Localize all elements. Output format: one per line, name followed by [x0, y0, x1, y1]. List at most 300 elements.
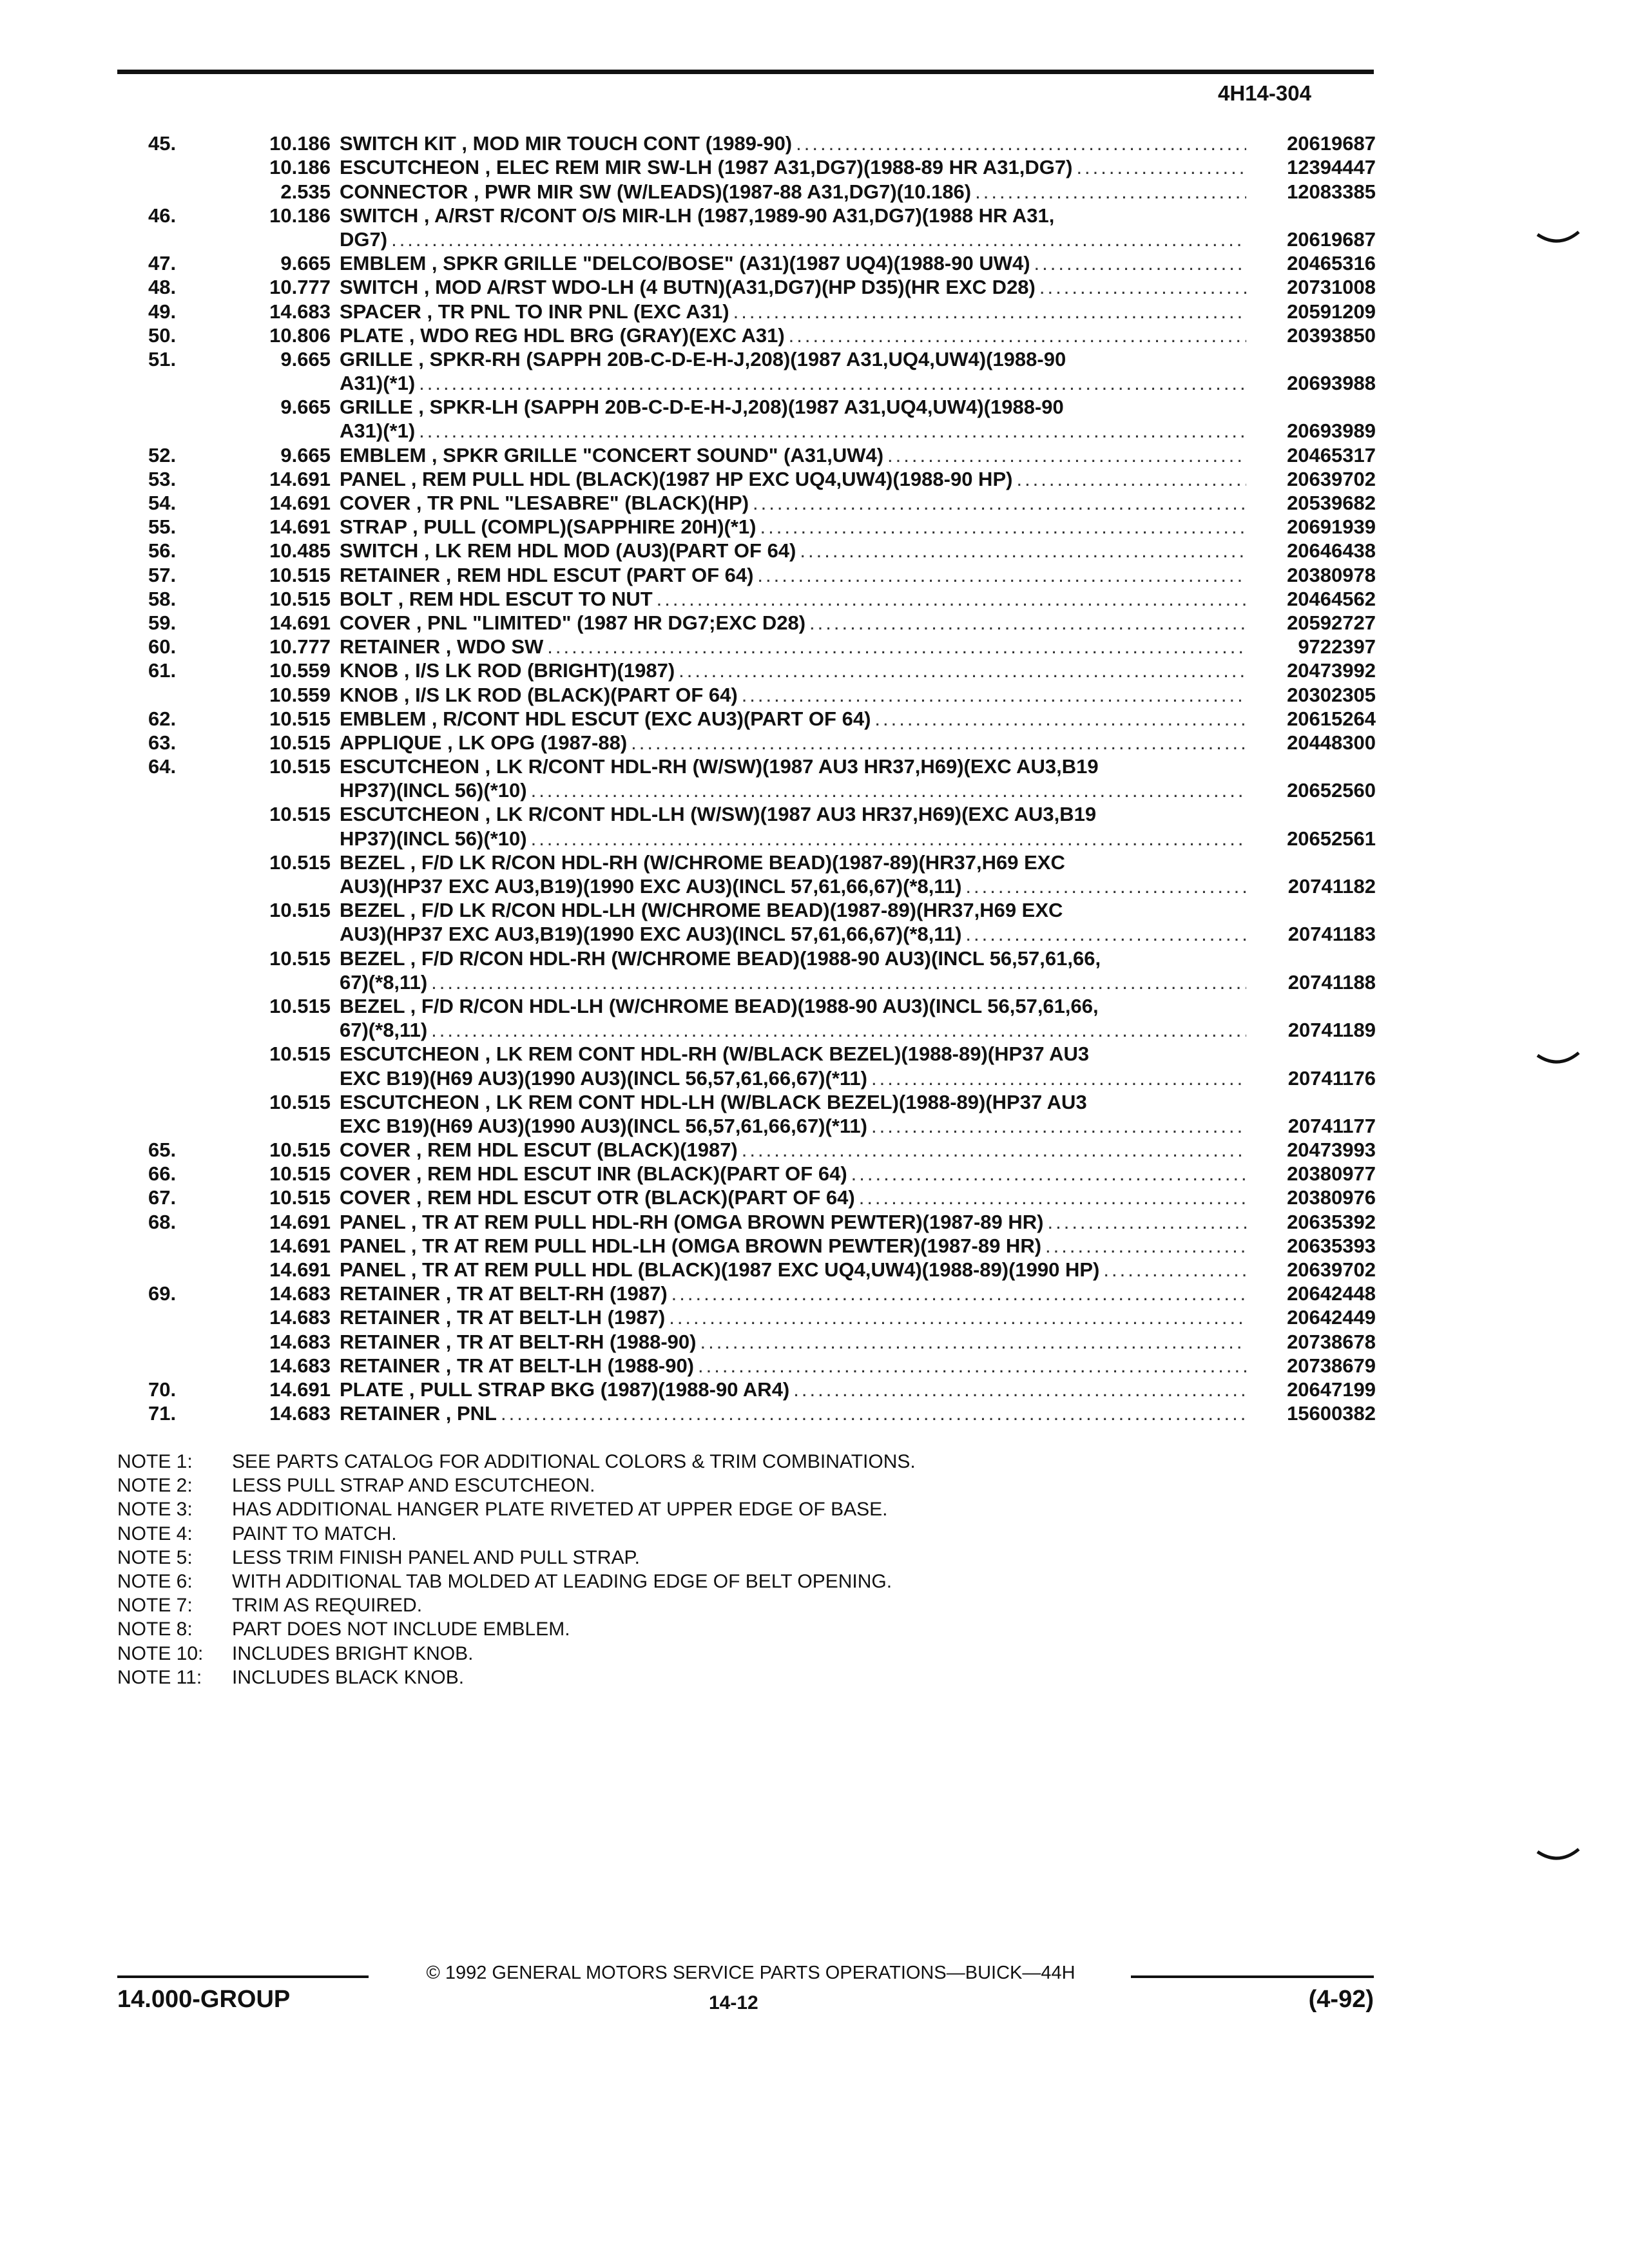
leader-dots	[700, 1330, 1246, 1354]
footer-rule-left	[117, 1975, 369, 1978]
part-description: BEZEL , F/D LK R/CON HDL-LH (W/CHROME BEAD)(1987-89)(HR37,H69 EXC	[340, 899, 1063, 922]
part-number: 20615264	[1287, 707, 1376, 730]
leader-dots	[789, 323, 1246, 347]
part-description: RETAINER , TR AT BELT-LH (1987)	[340, 1306, 666, 1329]
part-number: 20642448	[1287, 1282, 1376, 1305]
leader-dots	[431, 970, 1246, 994]
parts-row	[148, 1042, 1376, 1066]
part-number: 20635392	[1287, 1210, 1376, 1233]
part-number: 20464562	[1287, 587, 1376, 610]
part-description: ESCUTCHEON , LK R/CONT HDL-RH (W/SW)(1987 AU3 HR37,H69)(EXC AU3,B19	[340, 755, 1099, 778]
description-cell	[340, 1354, 1250, 1378]
item-number: 51.	[148, 347, 177, 370]
description-cell	[340, 778, 1250, 802]
group-number: 14.691	[269, 515, 331, 539]
part-description: GRILLE , SPKR-LH (SAPPH 20B-C-D-E-H-J,208)(1987 A31,UQ4,UW4)(1988-90	[340, 396, 1064, 419]
note-label: NOTE 8:	[117, 1619, 193, 1640]
group-number: 10.515	[269, 994, 331, 1017]
parts-row	[148, 611, 1376, 635]
parts-row	[148, 204, 1376, 227]
part-description: CONNECTOR , PWR MIR SW (W/LEADS)(1987-88 A31,DG7)(10.186)	[340, 180, 972, 203]
group-label: 14.000-GROUP	[117, 1986, 291, 2013]
page-number: 14-12	[709, 1992, 758, 2013]
item-number: 57.	[148, 563, 177, 586]
part-number: 20741183	[1287, 923, 1376, 946]
description-cell	[340, 1210, 1250, 1234]
description-cell	[340, 227, 1250, 251]
part-number: 20465317	[1287, 443, 1376, 466]
leader-dots	[851, 1162, 1246, 1186]
note-line	[117, 1570, 1342, 1593]
leader-dots	[871, 1114, 1246, 1138]
note-text: WITH ADDITIONAL TAB MOLDED AT LEADING EDGE OF BELT OPENING.	[232, 1570, 892, 1592]
parts-row	[148, 922, 1376, 946]
item-number: 52.	[148, 443, 177, 466]
item-number: 48.	[148, 276, 177, 299]
part-number: 20639702	[1287, 467, 1376, 490]
description-cell	[340, 1401, 1250, 1425]
note-line	[117, 1642, 1342, 1666]
note-text: TRIM AS REQUIRED.	[232, 1595, 423, 1617]
leader-dots	[800, 539, 1246, 562]
group-number: 10.515	[269, 707, 331, 730]
part-number: 20539682	[1287, 492, 1376, 514]
part-description: BEZEL , F/D LK R/CON HDL-RH (W/CHROME BEAD)(1987-89)(HR37,H69 EXC	[340, 850, 1065, 874]
part-description: GRILLE , SPKR-RH (SAPPH 20B-C-D-E-H-J,208)(1987 A31,UQ4,UW4)(1988-90	[340, 347, 1066, 370]
binder-mark-icon	[1536, 229, 1581, 249]
group-number: 10.559	[269, 683, 331, 706]
part-description: COVER , REM HDL ESCUT INR (BLACK)(PART OF 64)	[340, 1162, 847, 1186]
part-description: PANEL , TR AT REM PULL HDL (BLACK)(1987 EXC UQ4,UW4)(1988-89)(1990 HP)	[340, 1258, 1100, 1281]
part-number: 20693989	[1287, 419, 1376, 443]
leader-dots	[796, 131, 1246, 155]
part-description: PANEL , TR AT REM PULL HDL-RH (OMGA BROWN PEWTER)(1987-89 HR)	[340, 1210, 1044, 1233]
part-description: SWITCH KIT , MOD MIR TOUCH CONT (1989-90)	[340, 132, 793, 155]
leader-dots	[698, 1354, 1246, 1378]
description-cell	[340, 658, 1250, 682]
description-cell	[340, 563, 1250, 587]
item-number: 66.	[148, 1162, 177, 1186]
footer-rule-right	[1131, 1975, 1374, 1978]
part-description: COVER , REM HDL ESCUT (BLACK)(1987)	[340, 1139, 738, 1162]
binder-mark-icon	[1536, 1050, 1581, 1070]
part-number: 20591209	[1287, 300, 1376, 323]
parts-row	[148, 1234, 1376, 1258]
parts-row	[148, 946, 1376, 970]
part-description: KNOB , I/S LK ROD (BLACK)(PART OF 64)	[340, 683, 738, 706]
leader-dots	[679, 658, 1246, 682]
leader-dots	[1076, 155, 1246, 179]
leader-dots	[657, 587, 1246, 611]
group-number: 10.515	[269, 803, 331, 826]
description-cell	[340, 491, 1250, 515]
parts-row	[148, 1018, 1376, 1042]
part-description: DG7)	[340, 227, 388, 251]
part-description: KNOB , I/S LK ROD (BRIGHT)(1987)	[340, 659, 675, 682]
part-description: RETAINER , TR AT BELT-RH (1987)	[340, 1282, 668, 1305]
leader-dots	[669, 1305, 1246, 1329]
leader-dots	[965, 874, 1246, 898]
parts-row	[148, 1258, 1376, 1282]
part-number: 9722397	[1298, 635, 1376, 658]
description-cell	[340, 131, 1250, 155]
leader-dots	[793, 1378, 1246, 1401]
leader-dots	[671, 1282, 1246, 1305]
group-number: 10.515	[269, 947, 331, 970]
item-number: 53.	[148, 467, 177, 490]
part-description: EXC B19)(H69 AU3)(1990 AU3)(INCL 56,57,61,66,67)(*11)	[340, 1114, 867, 1137]
note-text: INCLUDES BLACK KNOB.	[232, 1666, 465, 1688]
part-description: RETAINER , TR AT BELT-LH (1988-90)	[340, 1354, 695, 1377]
part-description: 67)(*8,11)	[340, 1019, 428, 1042]
part-number: 20691939	[1287, 515, 1376, 539]
part-description: SWITCH , A/RST R/CONT O/S MIR-LH (1987,1989-90 A31,DG7)(1988 HR A31,	[340, 204, 1055, 227]
part-number: 20741177	[1287, 1114, 1376, 1137]
item-number: 65.	[148, 1139, 177, 1162]
group-number: 9.665	[280, 396, 331, 419]
parts-row	[148, 323, 1376, 347]
note-line	[117, 1666, 1342, 1689]
leader-dots	[1034, 251, 1246, 275]
parts-row	[148, 707, 1376, 731]
group-number: 10.515	[269, 850, 331, 874]
description-cell	[340, 1258, 1250, 1282]
part-description: COVER , REM HDL ESCUT OTR (BLACK)(PART OF 64)	[340, 1186, 855, 1209]
item-number: 58.	[148, 587, 177, 610]
group-number: 10.515	[269, 563, 331, 586]
group-number: 10.515	[269, 1043, 331, 1066]
description-cell	[340, 1305, 1250, 1329]
group-number: 10.515	[269, 1090, 331, 1113]
group-number: 14.683	[269, 300, 331, 323]
item-number: 62.	[148, 707, 177, 730]
description-cell	[340, 754, 1250, 778]
parts-row	[148, 155, 1376, 179]
description-cell	[340, 850, 1250, 874]
note-text: INCLUDES BRIGHT KNOB.	[232, 1642, 474, 1664]
parts-row	[148, 874, 1376, 898]
group-number: 10.485	[269, 539, 331, 562]
description-cell	[340, 1138, 1250, 1162]
part-number: 20473993	[1287, 1139, 1376, 1162]
part-description: 67)(*8,11)	[340, 970, 428, 994]
leader-dots	[1045, 1234, 1246, 1258]
description-cell	[340, 1042, 1250, 1066]
description-cell	[340, 611, 1250, 635]
group-number: 10.186	[269, 204, 331, 227]
description-cell	[340, 898, 1250, 922]
part-description: PANEL , REM PULL HDL (BLACK)(1987 HP EXC UQ4,UW4)(1988-90 HP)	[340, 467, 1013, 490]
group-number: 10.515	[269, 1162, 331, 1186]
leader-dots	[871, 1066, 1246, 1090]
leader-dots	[1047, 1210, 1246, 1234]
part-number: 20448300	[1287, 731, 1376, 754]
group-number: 9.665	[280, 443, 331, 466]
parts-row	[148, 419, 1376, 443]
part-number: 20380976	[1287, 1186, 1376, 1209]
item-number: 50.	[148, 323, 177, 347]
parts-row	[148, 1162, 1376, 1186]
description-cell	[340, 635, 1250, 658]
parts-row	[148, 299, 1376, 323]
description-cell	[340, 1114, 1250, 1138]
parts-row	[148, 754, 1376, 778]
group-number: 14.683	[269, 1330, 331, 1353]
part-description: RETAINER , REM HDL ESCUT (PART OF 64)	[340, 563, 754, 586]
description-cell	[340, 419, 1250, 443]
part-description: BEZEL , F/D R/CON HDL-LH (W/CHROME BEAD)(1988-90 AU3)(INCL 56,57,61,66,	[340, 994, 1099, 1017]
description-cell	[340, 1234, 1250, 1258]
leader-dots	[501, 1401, 1246, 1425]
description-cell	[340, 1090, 1250, 1114]
description-cell	[340, 515, 1250, 539]
group-number: 9.665	[280, 347, 331, 370]
parts-row	[148, 1378, 1376, 1401]
parts-row	[148, 491, 1376, 515]
item-number: 67.	[148, 1186, 177, 1209]
note-line	[117, 1617, 1342, 1641]
parts-row	[148, 802, 1376, 826]
part-number: 20652560	[1287, 779, 1376, 802]
note-label: NOTE 1:	[117, 1451, 193, 1472]
part-description: A31)(*1)	[340, 419, 416, 443]
description-cell	[340, 467, 1250, 491]
note-label: NOTE 4:	[117, 1523, 193, 1544]
part-number: 12394447	[1287, 156, 1376, 179]
part-description: RETAINER , TR AT BELT-RH (1988-90)	[340, 1330, 697, 1353]
group-number: 2.535	[280, 180, 331, 203]
description-cell	[340, 970, 1250, 994]
leader-dots	[874, 707, 1246, 731]
group-number: 10.515	[269, 731, 331, 754]
item-number: 64.	[148, 755, 177, 778]
part-number: 20380977	[1287, 1162, 1376, 1186]
description-cell	[340, 683, 1250, 707]
parts-row	[148, 515, 1376, 539]
description-cell	[340, 1162, 1250, 1186]
note-label: NOTE 10:	[117, 1642, 204, 1664]
leader-dots	[1039, 275, 1246, 299]
parts-row	[148, 682, 1376, 706]
group-number: 10.515	[269, 899, 331, 922]
parts-row	[148, 562, 1376, 586]
part-description: COVER , PNL "LIMITED" (1987 HR DG7;EXC D28)	[340, 611, 806, 634]
parts-row	[148, 1066, 1376, 1090]
part-description: BOLT , REM HDL ESCUT TO NUT	[340, 587, 653, 610]
group-number: 10.186	[269, 132, 331, 155]
part-description: SWITCH , LK REM HDL MOD (AU3)(PART OF 64)	[340, 539, 796, 562]
part-number: 20465316	[1287, 252, 1376, 275]
part-description: ESCUTCHEON , LK REM CONT HDL-RH (W/BLACK BEZEL)(1988-89)(HP37 AU3	[340, 1043, 1090, 1066]
part-number: 20393850	[1287, 323, 1376, 347]
leader-dots	[1103, 1258, 1246, 1282]
item-number: 69.	[148, 1282, 177, 1305]
part-description: COVER , TR PNL "LESABRE" (BLACK)(HP)	[340, 492, 749, 514]
note-label: NOTE 2:	[117, 1475, 193, 1497]
part-description: AU3)(HP37 EXC AU3,B19)(1990 EXC AU3)(INCL 57,61,66,67)(*8,11)	[340, 923, 962, 946]
parts-row	[148, 1329, 1376, 1353]
item-number: 46.	[148, 204, 177, 227]
leader-dots	[742, 1138, 1246, 1162]
item-number: 68.	[148, 1210, 177, 1233]
part-number: 20473992	[1287, 659, 1376, 682]
note-text: LESS TRIM FINISH PANEL AND PULL STRAP.	[232, 1546, 640, 1568]
group-number: 14.691	[269, 1258, 331, 1281]
leader-dots	[760, 515, 1246, 539]
description-cell	[340, 1378, 1250, 1401]
description-cell	[340, 1018, 1250, 1042]
group-number: 14.691	[269, 467, 331, 490]
parts-row	[148, 275, 1376, 299]
part-description: PLATE , PULL STRAP BKG (1987)(1988-90 AR4)	[340, 1378, 790, 1401]
copyright-line: © 1992 GENERAL MOTORS SERVICE PARTS OPERATIONS—BUICK—44H	[426, 1963, 1075, 1983]
part-number: 20380978	[1287, 563, 1376, 586]
binder-mark-icon	[1536, 1847, 1581, 1866]
note-label: NOTE 5:	[117, 1546, 193, 1568]
leader-dots	[547, 635, 1246, 658]
description-cell	[340, 371, 1250, 395]
description-cell	[340, 155, 1250, 179]
parts-list	[148, 131, 1376, 1425]
header-rule	[117, 70, 1374, 74]
group-number: 14.691	[269, 1234, 331, 1257]
note-line	[117, 1593, 1342, 1617]
group-number: 10.515	[269, 1186, 331, 1209]
note-line	[117, 1474, 1342, 1497]
group-number: 10.515	[269, 1139, 331, 1162]
part-number: 20738679	[1287, 1354, 1376, 1377]
note-label: NOTE 6:	[117, 1570, 193, 1592]
group-number: 14.683	[269, 1354, 331, 1377]
note-text: HAS ADDITIONAL HANGER PLATE RIVETED AT UPPER EDGE OF BASE.	[232, 1499, 888, 1521]
part-description: BEZEL , F/D R/CON HDL-RH (W/CHROME BEAD)(1988-90 AU3)(INCL 56,57,61,66,	[340, 947, 1101, 970]
leader-dots	[531, 827, 1246, 850]
part-description: EMBLEM , R/CONT HDL ESCUT (EXC AU3)(PART OF 64)	[340, 707, 871, 730]
description-cell	[340, 947, 1250, 970]
parts-row	[148, 587, 1376, 611]
group-number: 10.777	[269, 635, 331, 658]
parts-row	[148, 251, 1376, 275]
parts-row	[148, 1186, 1376, 1209]
leader-dots	[1016, 467, 1246, 491]
part-description: SPACER , TR PNL TO INR PNL (EXC A31)	[340, 300, 729, 323]
item-number: 45.	[148, 132, 177, 155]
page-code: 4H14-304	[1218, 81, 1311, 105]
part-number: 20619687	[1287, 227, 1376, 251]
leader-dots	[431, 1018, 1246, 1042]
part-number: 20741188	[1287, 970, 1376, 994]
part-description: AU3)(HP37 EXC AU3,B19)(1990 EXC AU3)(INCL 57,61,66,67)(*8,11)	[340, 875, 962, 898]
part-description: PLATE , WDO REG HDL BRG (GRAY)(EXC A31)	[340, 323, 785, 347]
note-text: PART DOES NOT INCLUDE EMBLEM.	[232, 1619, 570, 1640]
item-number: 54.	[148, 492, 177, 514]
description-cell	[340, 300, 1250, 323]
part-description: A31)(*1)	[340, 372, 416, 395]
description-cell	[340, 395, 1250, 419]
description-cell	[340, 874, 1250, 898]
notes-list	[117, 1450, 1342, 1689]
leader-dots	[753, 491, 1246, 515]
parts-row	[148, 731, 1376, 754]
part-number: 20642449	[1287, 1306, 1376, 1329]
group-number: 14.691	[269, 611, 331, 634]
item-number: 63.	[148, 731, 177, 754]
part-description: PANEL , TR AT REM PULL HDL-LH (OMGA BROWN PEWTER)(1987-89 HR)	[340, 1234, 1042, 1257]
leader-dots	[809, 611, 1246, 635]
part-number: 20731008	[1287, 276, 1376, 299]
group-number: 14.691	[269, 1378, 331, 1401]
part-description: ESCUTCHEON , LK R/CONT HDL-LH (W/SW)(1987 AU3 HR37,H69)(EXC AU3,B19	[340, 803, 1097, 826]
description-cell	[340, 539, 1250, 562]
description-cell	[340, 1330, 1250, 1354]
description-cell	[340, 1186, 1250, 1209]
description-cell	[340, 802, 1250, 826]
note-line	[117, 1522, 1342, 1546]
parts-row	[148, 347, 1376, 371]
leader-dots	[419, 419, 1246, 443]
item-number: 47.	[148, 252, 177, 275]
note-text: LESS PULL STRAP AND ESCUTCHEON.	[232, 1475, 595, 1497]
parts-row	[148, 1354, 1376, 1378]
parts-row	[148, 131, 1376, 155]
parts-row	[148, 179, 1376, 203]
part-description: RETAINER , PNL	[340, 1402, 497, 1425]
parts-row	[148, 1138, 1376, 1162]
part-number: 20619687	[1287, 132, 1376, 155]
description-cell	[340, 443, 1250, 467]
item-number: 60.	[148, 635, 177, 658]
part-number: 20693988	[1287, 372, 1376, 395]
note-line	[117, 1546, 1342, 1570]
description-cell	[340, 587, 1250, 611]
part-description: ESCUTCHEON , LK REM CONT HDL-LH (W/BLACK BEZEL)(1988-89)(HP37 AU3	[340, 1090, 1087, 1113]
description-cell	[340, 922, 1250, 946]
leader-dots	[419, 371, 1246, 395]
note-text: PAINT TO MATCH.	[232, 1523, 397, 1544]
parts-row	[148, 1282, 1376, 1305]
part-description: RETAINER , WDO SW	[340, 635, 544, 658]
parts-row	[148, 395, 1376, 419]
part-description: HP37)(INCL 56)(*10)	[340, 779, 527, 802]
item-number: 49.	[148, 300, 177, 323]
item-number: 61.	[148, 659, 177, 682]
group-number: 14.683	[269, 1306, 331, 1329]
parts-row	[148, 850, 1376, 874]
group-number: 10.806	[269, 323, 331, 347]
item-number: 59.	[148, 611, 177, 634]
item-number: 71.	[148, 1402, 177, 1425]
leader-dots	[975, 180, 1246, 204]
part-description: EXC B19)(H69 AU3)(1990 AU3)(INCL 56,57,61,66,67)(*11)	[340, 1066, 867, 1090]
group-number: 9.665	[280, 252, 331, 275]
note-text: SEE PARTS CATALOG FOR ADDITIONAL COLORS & TRIM COMBINATIONS.	[232, 1451, 916, 1472]
group-number: 14.683	[269, 1402, 331, 1425]
description-cell	[340, 1282, 1250, 1305]
part-description: EMBLEM , SPKR GRILLE "DELCO/BOSE" (A31)(1987 UQ4)(1988-90 UW4)	[340, 252, 1030, 275]
parts-row	[148, 1401, 1376, 1425]
parts-row	[148, 443, 1376, 466]
parts-row	[148, 994, 1376, 1018]
parts-row	[148, 635, 1376, 658]
leader-dots	[742, 683, 1246, 707]
description-cell	[340, 731, 1250, 754]
parts-row	[148, 1090, 1376, 1114]
part-description: SWITCH , MOD A/RST WDO-LH (4 BUTN)(A31,DG7)(HP D35)(HR EXC D28)	[340, 276, 1036, 299]
note-line	[117, 1497, 1342, 1521]
description-cell	[340, 275, 1250, 299]
parts-row	[148, 778, 1376, 802]
group-number: 10.515	[269, 587, 331, 610]
